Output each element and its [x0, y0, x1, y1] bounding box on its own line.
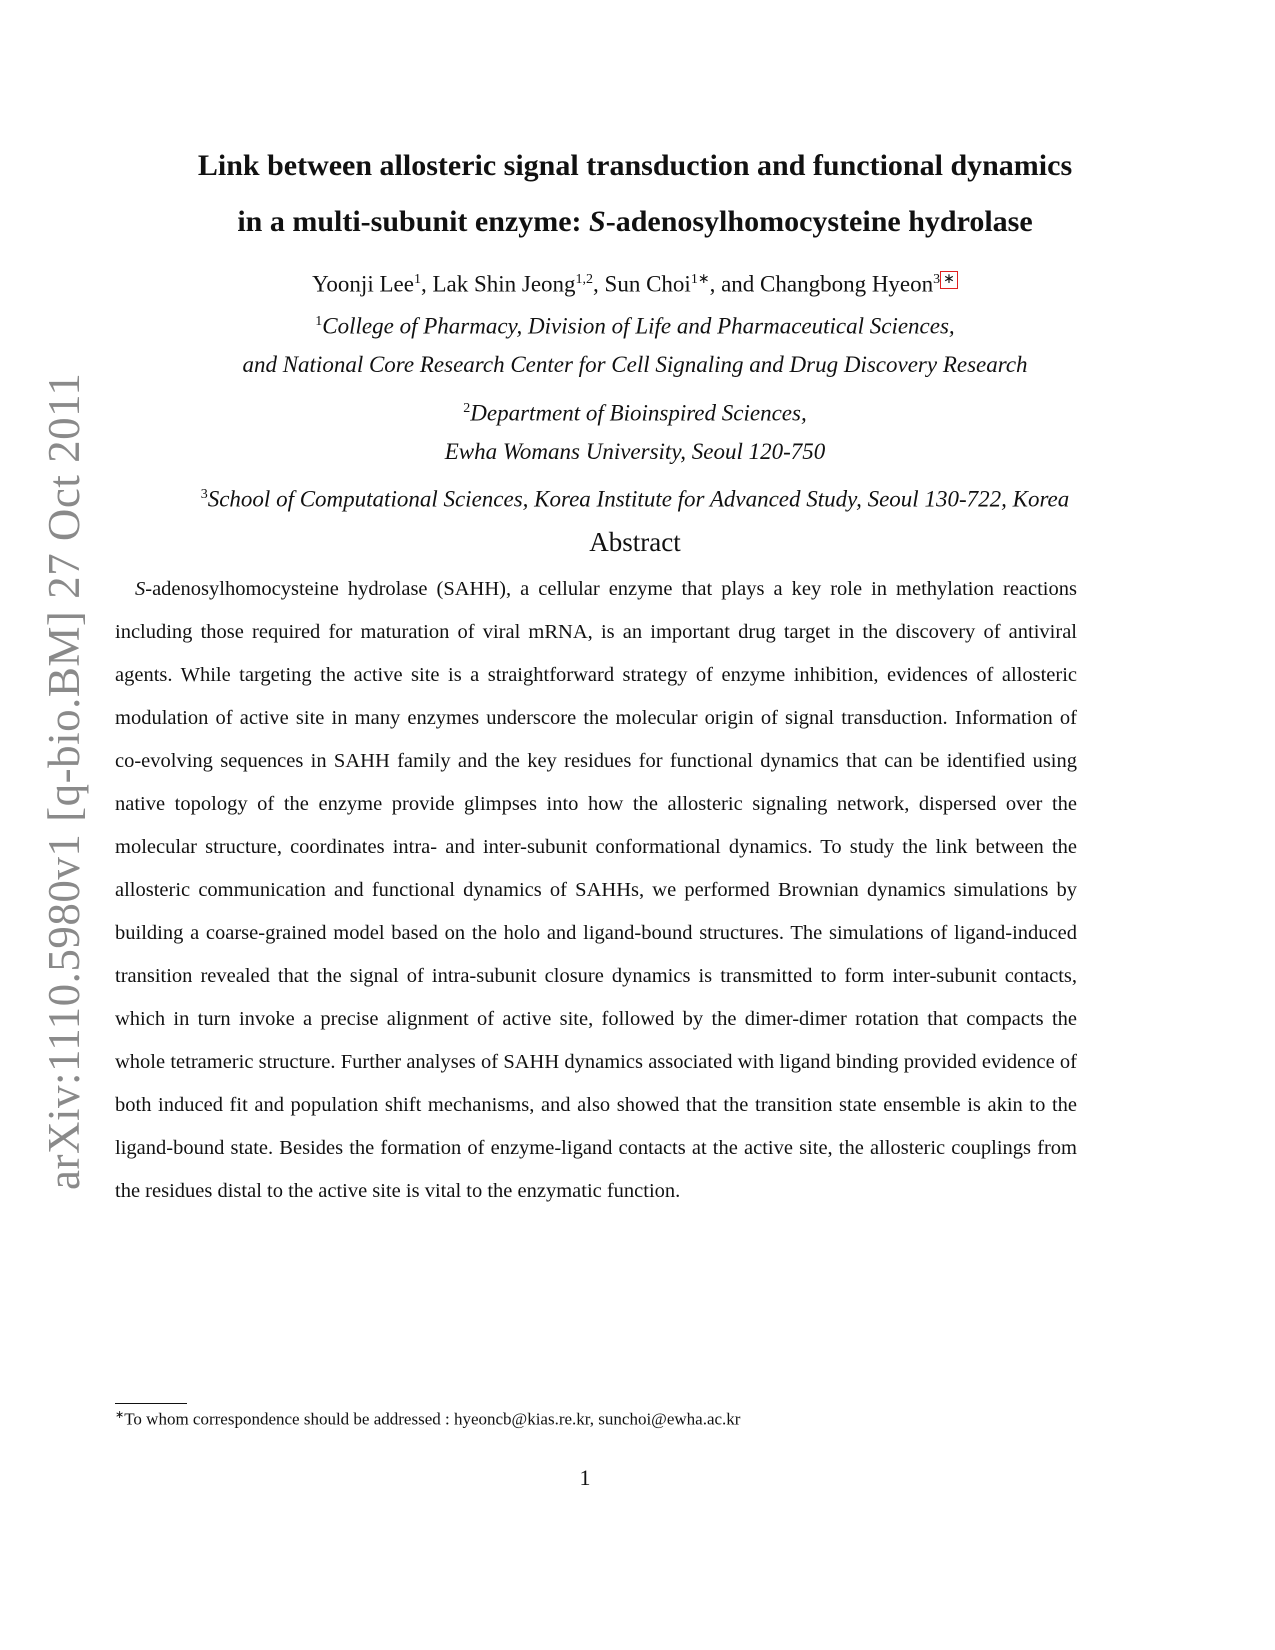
affiliation-1-line-2: and National Core Research Center for Cell Signaling and Drug Discovery Research	[242, 352, 1028, 377]
footnote	[115, 1408, 1115, 1430]
title-line-2	[100, 194, 1170, 250]
footnote-mark: ∗	[115, 1409, 125, 1421]
author-name: , and Changbong Hyeon	[709, 271, 934, 297]
author-name: , Sun Choi	[593, 271, 691, 297]
affiliation-number: 2	[463, 401, 471, 416]
affiliation-1-line-1	[100, 307, 1170, 342]
footnote-divider	[115, 1403, 187, 1404]
footnote-link[interactable]: ∗	[940, 271, 958, 289]
affiliation-text: School of Computational Sciences, Korea Institute for Advanced Study, Seoul 130-722, Korea	[207, 486, 1070, 512]
title-line-2-end: -adenosylhomocysteine hydrolase	[605, 205, 1033, 238]
affiliation-2-line-2: Ewha Womans University, Seoul 120-750	[444, 439, 826, 464]
abstract-body	[115, 568, 1077, 1213]
author-affiliation-mark: 1,2	[575, 272, 594, 287]
affiliation-text: Department of Bioinspired Sciences,	[470, 400, 807, 426]
abstract-heading: Abstract	[589, 527, 681, 557]
affiliation-text: College of Pharmacy, Division of Life and Pharmaceutical Sciences,	[322, 313, 955, 339]
affiliation-number: 3	[200, 487, 208, 502]
affiliation-2-line-1	[100, 394, 1170, 429]
title-line-1: Link between allosteric signal transduction and functional dynamics	[197, 149, 1073, 182]
author-affiliation-mark: 3	[933, 272, 941, 287]
affiliation-number: 1	[315, 314, 323, 329]
abstract-text: -adenosylhomocysteine hydrolase (SAHH), a cellular enzyme that plays a key role in methylation reactions including those required for maturation of viral mRNA, is an important drug target in the discovery of antiviral agents. While targeting the active site is a straightforward strategy of enzyme inhibition, evidences of allosteric modulation of active site in many enzymes underscore the molecular origin of signal transduction. Information of co-evolving sequences in SAHH family and the key residues for functional dynamics that can be identified using native topology of the enzyme provide glimpses into how the allosteric signaling network, dispersed over the molecular structure, coordinates intra- and inter-subunit conformational dynamics. To study the link between the allosteric communication and functional dynamics of SAHHs, we performed Brownian dynamics simulations by building a coarse-grained model based on the holo and ligand-bound structures. The simulations of ligand-induced transition revealed that the signal of intra-subunit closure dynamics is transmitted to form inter-subunit contacts, which in turn invoke a precise alignment of active site, followed by the dimer-dimer rotation that compacts the whole tetrameric structure. Further analyses of SAHH dynamics associated with ligand binding provided evidence of both induced fit and population shift mechanisms, and also showed that the transition state ensemble is akin to the ligand-bound state. Besides the formation of enzyme-ligand contacts at the active site, the allosteric couplings from the residues distal to the active site is vital to the enzymatic function.	[115, 578, 1077, 1202]
paper-title	[100, 138, 1170, 250]
arxiv-identifier-stamp: arXiv:1110.5980v1 [q-bio.BM] 27 Oct 2011	[39, 372, 89, 1190]
title-line-2-start: in a multi-subunit enzyme:	[237, 205, 590, 238]
title-italic-s: S	[589, 205, 606, 238]
author-affiliation-mark: 1∗	[690, 272, 710, 287]
author-name: , Lak Shin Jeong	[420, 271, 576, 297]
author-affiliation-mark: 1	[413, 272, 421, 287]
affiliation-3-line-1	[100, 480, 1170, 515]
page-number: 1	[579, 1465, 591, 1490]
author-name: Yoonji Lee	[312, 271, 414, 297]
author-list	[100, 265, 1170, 300]
abstract-italic-s: S	[135, 578, 146, 600]
footnote-text: To whom correspondence should be addressed : hyeoncb@kias.re.kr, sunchoi@ewha.ac.kr	[124, 1409, 741, 1429]
